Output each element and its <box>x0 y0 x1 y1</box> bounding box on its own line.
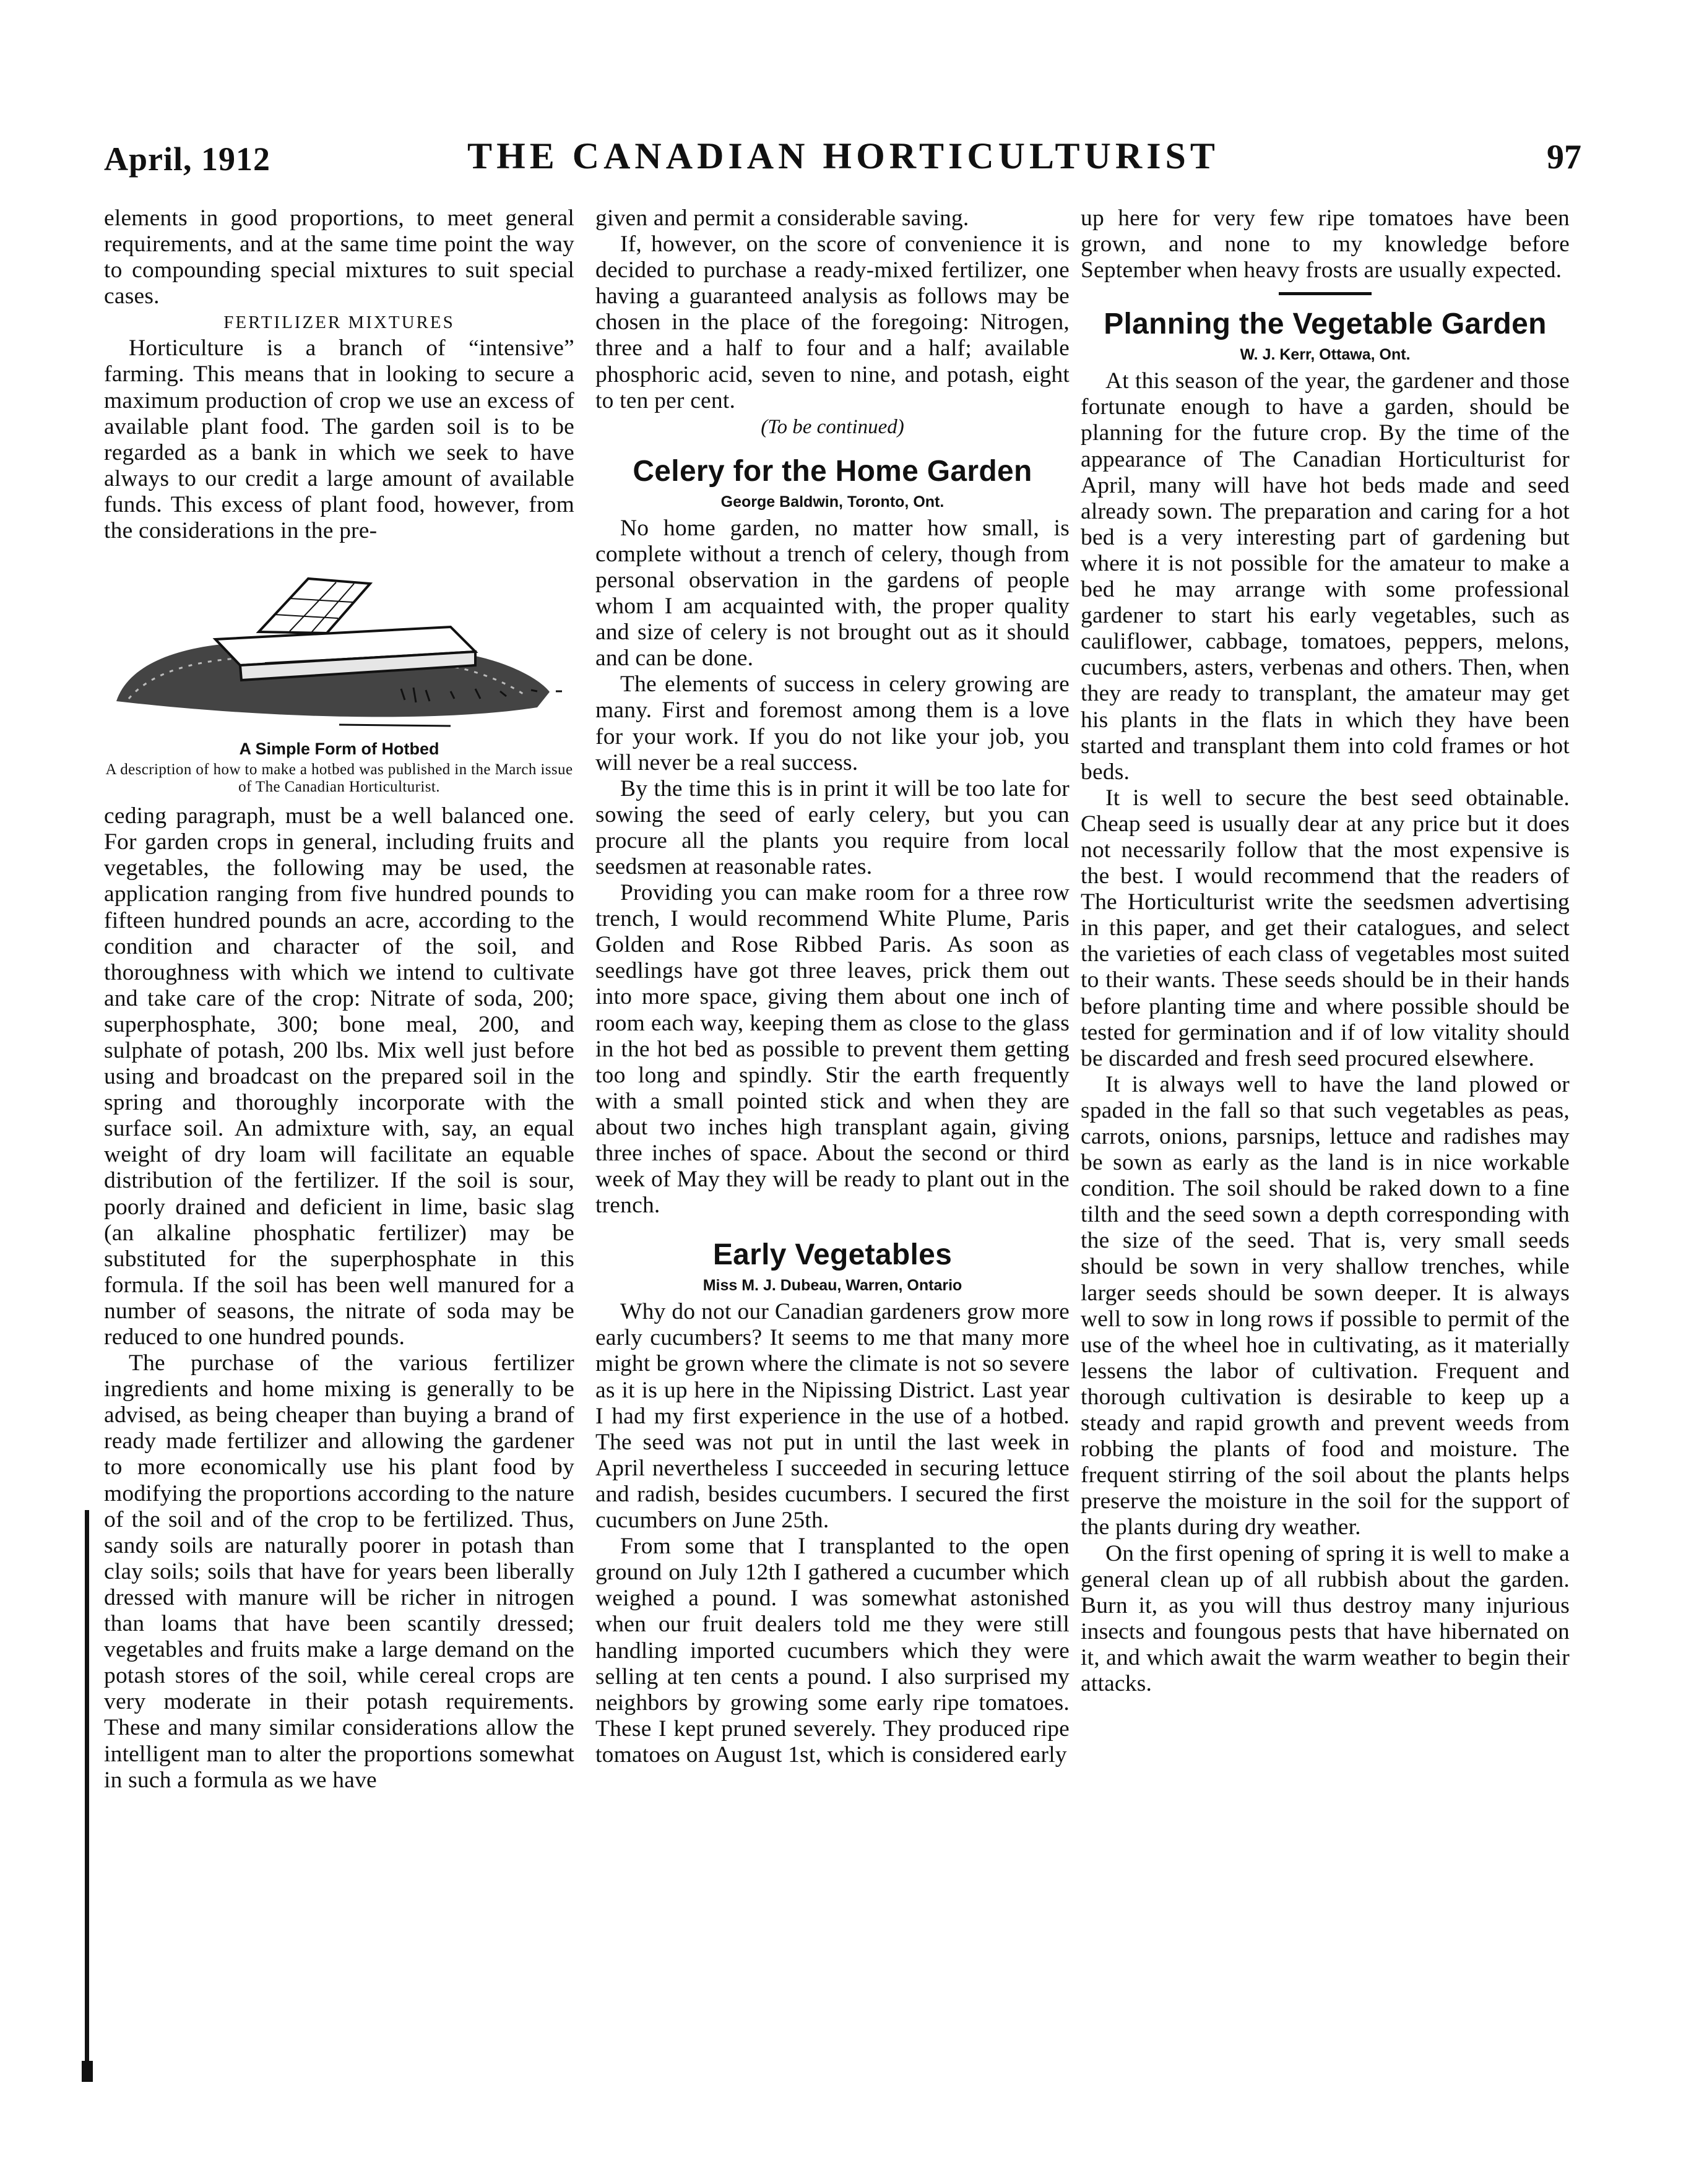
paragraph: Horticulture is a branch of “intensive” farming. This means that in looking to secure a maximum production of crop we use an excess of available plant food. The garden soil is to be regarded as a bank in which we seek to have always to our credit a large amount of available funds. This excess of plant food, however, from the considerations in the pre- <box>104 335 574 544</box>
paragraph: Providing you can make room for a three row trench, I would recommend White Plume, Paris Golden and Rose Ribbed Paris. As soon as seedlings have got three leaves, prick them out into more space, giving them about one inch of room each way, keeping them as close to the glass in the hot bed as possible to prevent them getting too long and spindly. Stir the earth frequently with a small pointed stick and when they are about two inches high transplant again, giving three inches of space. About the second or third week of May they will be ready to plant out in the trench. <box>595 880 1070 1219</box>
column-left <box>104 205 574 2087</box>
paragraph: It is well to secure the best seed obtainable. Cheap seed is usually dear at any price but it does not necessarily follow that the most expensive is the best. I would recommend that the readers of The Horticulturist write the seedsmen advertising in this paper, and get their catalogues, and select the varieties of each class of vegetables most suited to their wants. These seeds should be in their hands before planting time and where possible should be tested for germination and if of low vitality should be discarded and fresh seed procured elsewhere. <box>1081 785 1570 1071</box>
paragraph: ceding paragraph, must be a well balanced one. For garden crops in general, including fruits and vegetables, the following may be used, the application ranging from five hundred pounds to fifteen hundred pounds an acre, according to the condition and character of the soil, and thoroughness with which we intend to cultivate and take care of the crop: Nitrate of soda, 200; superphosphate, 300; bone meal, 200, and sulphate of potash, 200 lbs. Mix well just before using and broadcast on the prepared soil in the spring and thoroughly incorporate with the surface soil. An admixture with, say, an equal weight of dry loam will facilitate an equable distribution of the fertilizer. If the soil is sour, poorly drained and deficient in lime, basic slag (an alkaline phosphatic fertilizer) may be substituted for the superphosphate in this formula. If the soil has been well manured for a number of seasons, the nitrate of soda may be reduced to one hundred pounds. <box>104 803 574 1350</box>
paragraph: By the time this is in print it will be too late for sowing the seed of early celery, but you can procure all the plants you require from local seedsmen at reasonable rates. <box>595 775 1070 879</box>
paragraph: The purchase of the various fertilizer ingredients and home mixing is generally to be advised, as being cheaper than buying a brand of ready made fertilizer and allowing the gardener to more economically use his plant food by modifying the proportions according to the nature of the soil and of the crop to be fertilized. Thus, sandy soils are naturally poorer in potash than clay soils; soils that have for years been liberally dressed with manure will be richer in nitrogen than loams that have been scantily dressed; vegetables and fruits make a large demand on the potash stores of the soil, while cereal crops are very moderate in their potash requirements. These and many similar considerations allow the intelligent man to alter the proportions somewhat in such a formula as we have <box>104 1350 574 1793</box>
article-title: Celery for the Home Garden <box>633 454 1032 488</box>
paragraph: given and permit a considerable saving. <box>595 205 969 231</box>
figure-title: A Simple Form of Hotbed <box>239 740 439 759</box>
binding-edge-mark <box>85 1510 89 2079</box>
section-subheading: FERTILIZER MIXTURES <box>223 313 455 333</box>
running-header <box>99 135 1588 184</box>
paragraph: elements in good proportions, to meet general requirements, and at the same time point the way to compounding special mixtures to suit special cases. <box>104 205 574 309</box>
article-title: Early Vegetables <box>712 1238 953 1272</box>
publication-title: THE CANADIAN HORTICULTURIST <box>467 136 1219 176</box>
paragraph: The elements of success in celery growing are many. First and foremost among them is a love for your work. If you do not like your job, you will never be a real success. <box>595 671 1070 775</box>
article-byline: W. J. Kerr, Ottawa, Ont. <box>1240 346 1411 364</box>
figure-caption: A description of how to make a hotbed was published in the March issue of The Canadian Horticulturist. <box>105 761 573 796</box>
paragraph: On the first opening of spring it is well to make a general clean up of all rubbish about the garden. Burn it, as you will thus destroy many injurious insects and foungous pests that have hibernated on it, and which await the warm weather to begin their attacks. <box>1081 1540 1570 1696</box>
article-byline: Miss M. J. Dubeau, Warren, Ontario <box>703 1277 962 1295</box>
column-right <box>1081 205 1570 2093</box>
paragraph: up here for very few ripe tomatoes have been grown, and none to my knowledge before September when heavy frosts are usually expected. <box>1081 205 1570 283</box>
paragraph: No home garden, no matter how small, is complete without a trench of celery, though from personal observation in the gardens of people whom I am acquainted with, the proper quality and size of celery is not brought out as it should and can be done. <box>595 515 1070 671</box>
hotbed-drawing <box>104 559 574 733</box>
article-title: Planning the Vegetable Garden <box>1104 308 1547 341</box>
hotbed-illustration <box>104 559 574 733</box>
section-divider <box>1279 292 1372 295</box>
continued-note: (To be continued) <box>761 415 904 438</box>
paragraph: It is always well to have the land plowed or spaded in the fall so that such vegetables as peas, carrots, onions, parsnips, lettuce and radishes may be sown as early as the land is in nice workable condition. The soil should be raked down to a fine tilth and the seed sown a depth corresponding with the size of the seed. That is, very small seeds should be sown in very shallow trenches, while larger seeds should be sown deeper. It is always well to sow in long rows if possible to permit of the use of the wheel hoe in cultivating, as it materially lessens the labor of cultivation. Frequent and thorough cultivation is desirable to keep up a steady and rapid growth and prevent weeds from robbing the plants of food and moisture. The frequent stirring of the soil about the plants helps preserve the moisture in the soil for the support of the plants during dry weather. <box>1081 1071 1570 1540</box>
paragraph: At this season of the year, the gardener and those fortunate enough to have a garden, should be planning for the future crop. By the time of the appearance of The Canadian Horticulturist for April, many will have hot beds made and seed already sown. The preparation and caring for a hot bed is a very interesting part of gardening but where it is not possible for the amateur to make a bed he may arrange with some professional gardener to start his early vegetables, such as cauliflower, cabbage, tomatoes, peppers, melons, cucumbers, asters, verbenas and others. Then, when they are ready to transplant, the amateur may get his plants in the flats in which they have been started and transplant them into cold frames or hot beds. <box>1081 368 1570 785</box>
paragraph: From some that I transplanted to the open ground on July 12th I gathered a cucumber which weighed a pound. I was somewhat astonished when our fruit dealers told me they were still handling imported cucumbers which they were selling at ten cents a pound. I also surprised my neighbors by growing some early ripe tomatoes. These I kept pruned severely. They produced ripe tomatoes on August 1st, which is considered early <box>595 1534 1070 1767</box>
paragraph: If, however, on the score of convenience it is decided to purchase a ready-mixed fertilizer, one having a guaranteed analysis as follows may be chosen in the place of the foregoing: Nitrogen, three and a half to four and a half; available phosphoric acid, seven to nine, and potash, eight to ten per cent. <box>595 231 1070 413</box>
binding-edge-mark <box>82 2061 93 2082</box>
issue-date: April, 1912 <box>104 140 271 178</box>
article-byline: George Baldwin, Toronto, Ont. <box>720 493 945 511</box>
column-middle <box>595 205 1070 2118</box>
paragraph: Why do not our Canadian gardeners grow more early cucumbers? It seems to me that many more might be grown where the climate is not so severe as it is up here in the Nipissing District. Last year I had my first experience in the use of a hotbed. The seed was not put in until the last week in April nevertheless I succeeded in securing lettuce and radish, besides cucumbers. I secured the first cucumbers on June 25th. <box>595 1299 1070 1534</box>
page-number: 97 <box>1547 138 1581 176</box>
